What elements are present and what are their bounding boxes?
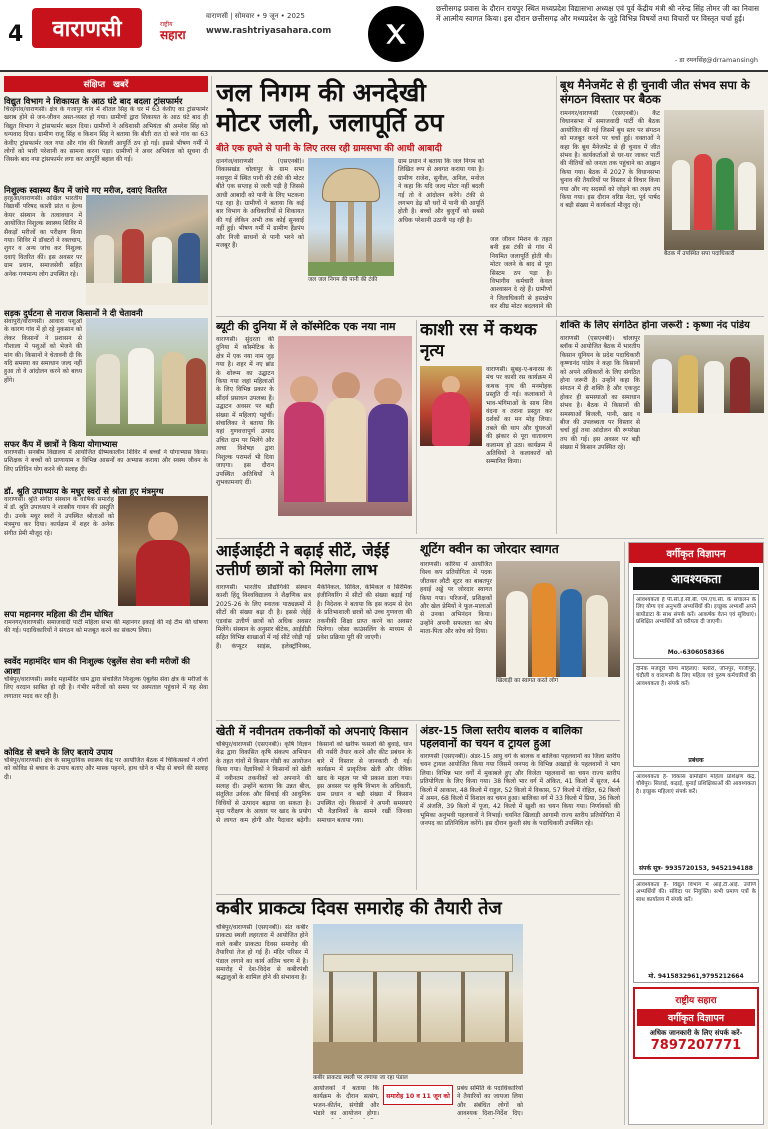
kabir-body-3: प्रबंध समिति के पदाधिकारियों ने तैयारियों का जायजा लिया और संबंधित लोगों को आवश्यक दिशा-निर्देश दिए। <box>457 1085 523 1118</box>
brief-item <box>4 656 208 744</box>
wrestling-headline: अंडर-15 जिला स्तरीय बालक व बालिका पहलवानों का चयन व ट्रायल हुआ <box>420 724 583 750</box>
shakti-photo <box>644 335 764 413</box>
classified-ad-text: दैनिक मजदूरी योग्य महिलाएं: फ्लोरा, जौनपुर, गाजीपुर, चंदौली व वाराणसी के लिए महिला एवं पुरुष कर्मचारियों की आवश्यकता है। संपर्क करें। <box>636 666 756 687</box>
shakti-headline: शक्ति के लिए संगठित होना जरूरी : कृष्णा नंद पांडेय <box>560 320 750 331</box>
brief-body: वाराणसी। सनबीम विद्यालय में आयोजित ग्रीष्मकालीन शिविर में बच्चों ने योगाभ्यास किया। प्रशिक्षक ने बच्चों को प्राणायाम व विभिन्न आसनों का अभ्यास कराया और स्वस्थ जीवन के लिए प्रतिदिन योग करने की सलाह दी। <box>4 449 208 473</box>
classified-ad <box>633 771 759 875</box>
brief-body: रामनगर/वाराणसी। समाजवादी पार्टी महिला सभा की महानगर इकाई की नई टीम की घोषणा की गई। पदाधिकारियों ने संगठन को मजबूत करने का संकल्प लिया। <box>4 619 208 635</box>
beauty-headline: ब्यूटी की दुनिया में ले कॉस्मेटिक एक नया नाम <box>216 320 396 333</box>
masthead <box>0 0 768 72</box>
singer-photo <box>118 496 208 606</box>
farm-headline: खेती में नवीनतम तकनीकों को अपनाएं किसान <box>216 724 408 738</box>
shooting-body: वाराणसी। कोरिया में आयोजित विश्व कप प्रतियोगिता में पदक जीतकर लौटी शूटर का बाबतपुर हवाई अड्डे पर जोरदार स्वागत किया गया। परिजनों, प्रशिक्षकों और खेल प्रेमियों ने फूल-मालाओं से उनका अभिनंदन किया। उन्होंने अपनी सफलता का श्रेय माता-पिता और कोच को दिया। <box>420 561 492 636</box>
promo-brand: राष्ट्रीय सहारा <box>675 996 717 1006</box>
brief-body: चौबेपुर/वाराणसी। क्षेत्र के सामुदायिक स्वास्थ्य केंद्र पर आयोजित बैठक में चिकित्सकों ने लोगों को कोविड से बचाव के उपाय बताए और मास्क पहनने, हाथ धोने व भीड़ से बचने की सलाह दी। <box>4 757 208 781</box>
farmers-photo <box>86 318 208 436</box>
lead-body-3: जल जीवन मिशन के तहत बनी इस टंकी से गांव में नियमित जलापूर्ति होती थी। मोटर जलने के बाद से पूरा सिस्टम ठप पड़ा है। विभागीय कर्मचारी केवल आश्वासन दे रहे हैं। ग्रामीणों ने जिलाधिकारी से हस्तक्षेप कर शीघ्र मोटर बदलवाने की <box>490 236 552 310</box>
brief-item <box>4 308 208 436</box>
brief-title: सपा महानगर महिला की टीम घोषित <box>4 609 113 619</box>
x-logo-icon <box>368 6 424 62</box>
iit-body: वाराणसी। भारतीय प्रौद्योगिकी संस्थान काशी हिंदू विश्वविद्यालय ने शैक्षणिक सत्र 2025-26 के लिए स्नातक पाठ्यक्रमों में सीटों की संख्या बढ़ा दी है। इससे जेईई एडवांस उत्तीर्ण छात्रों को अधिक अवसर मिलेंगे। संस्थान के अनुसार बीटेक, आईडीडी सहित विभिन्न शाखाओं में नई सीटें जोड़ी गई हैं। कंप्यूटर साइंस, इलेक्ट्रॉनिक्स, मैकेनिकल, सिविल, केमिकल व सिरेमिक इंजीनियरिंग में सीटों की संख्या बढ़ाई गई है। निदेशक ने बताया कि इस कदम से देश के प्रतिभाशाली छात्रों को उच्च गुणवत्ता की तकनीकी शिक्षा प्राप्त करने का अवसर मिलेगा। जोसा काउंसलिंग के माध्यम से प्रवेश प्रक्रिया पूरी की जाएगी। <box>216 584 412 650</box>
lead-subhead: बीते एक हफ्ते से पानी के लिए तरस रही ग्रामसभा की आधी आबादी <box>216 143 442 154</box>
health-camp-photo <box>86 195 208 305</box>
page-number: 4 <box>8 22 24 47</box>
promo-title: वर्गीकृत विज्ञापन <box>637 1009 755 1026</box>
sp-story <box>560 78 764 312</box>
kathak-photo <box>420 366 482 446</box>
kathak-body-a: वाराणसी। सुबह-ए-बनारस के मंच पर काशी रस कार्यक्रम में कथक नृत्य की मनमोहक प्रस्तुति दी गई। कलाकारों ने भाव-भंगिमाओं के साथ शिव वंदना व तराना प्रस्तुत कर दर्शकों का मन मोह लिया। तबले की थाप और घुंघरुओं की झंकार से पूरा वातावरण कलामय हो उठा। कार्यक्रम में अतिथियों ने कलाकारों को सम्मानित किया। <box>486 366 552 466</box>
sp-meeting-photo <box>664 110 764 250</box>
brief-item <box>4 747 208 817</box>
lead-photo-caption: जल जल निगम की पानी की टंकी <box>308 277 378 283</box>
sp-body: रामनगर/वाराणसी (एसएनबी)। कैंट विधानसभा में समाजवादी पार्टी की बैठक आयोजित की गई जिसमें बूथ स्तर पर संगठन को मजबूत करने पर चर्चा हुई। वक्ताओं ने कहा कि बूथ मैनेजमेंट से ही चुनाव में जीत संभव है। कार्यकर्ताओं से घर-घर जाकर पार्टी की नीतियों को जनता तक पहुंचाने का आह्वान किया गया। बैठक में 2027 के विधानसभा चुनाव की तैयारियों पर विस्तार से विचार किया गया और नए सदस्यों को जोड़ने का लक्ष्य तय किया गया। इस दौरान वरिष्ठ नेता, पूर्व पार्षद व बड़ी संख्या में कार्यकर्ता मौजूद रहे। <box>560 110 660 210</box>
shooting-story <box>420 542 620 716</box>
brief-title: सफर कैंप में छात्रों ने किया योगाभ्यास <box>4 439 118 449</box>
shooting-photo <box>496 561 620 677</box>
brief-item <box>4 96 208 182</box>
website: www.rashtriyasahara.com <box>206 26 332 36</box>
classified-ad-contact: प्रबंधक <box>688 757 704 764</box>
city-badge <box>32 8 142 48</box>
promo-phone: 7897207771 <box>650 1038 742 1053</box>
kabir-body-1b <box>528 924 620 1120</box>
brief-title: कोविड से बचने के लिए बताये उपाय <box>4 747 113 757</box>
brief-tag2: खबरें <box>113 79 129 90</box>
brief-header <box>4 76 208 92</box>
kathak-story <box>420 320 552 534</box>
classified-title <box>629 543 763 563</box>
brand-name: सहारा <box>160 28 186 42</box>
kabir-pandal-photo <box>313 924 523 1074</box>
farm-body: चौबेपुर/वाराणसी (एसएनबी)। कृषि विज्ञान केंद्र द्वारा विकसित कृषि संकल्प अभियान के तहत गांवों में किसान गोष्ठी का आयोजन किया गया। वैज्ञानिकों ने किसानों को खेती में नवीनतम तकनीकों को अपनाने की सलाह दी। उन्होंने बताया कि उन्नत बीज, संतुलित उर्वरक और सिंचाई की आधुनिक विधियों से उत्पादन बढ़ाया जा सकता है। मृदा परीक्षण के आधार पर खाद के प्रयोग से लागत कम होगी और पैदावार बढ़ेगी। किसानों को खरीफ फसलों की बुवाई, धान की नर्सरी तैयार करने और कीट प्रबंधन के बारे में विस्तार से जानकारी दी गई। कार्यक्रम में प्राकृतिक खेती और जैविक खाद के महत्व पर भी प्रकाश डाला गया। इस अवसर पर कृषि विभाग के अधिकारी, ग्राम प्रधान व बड़ी संख्या में किसान उपस्थित रहे। किसानों ने अपनी समस्याएं भी वैज्ञानिकों के सामने रखीं जिनका समाधान बताया गया। <box>216 741 412 824</box>
kabir-story <box>216 898 620 1125</box>
brief-body: सेवापुरी/वाराणसी। आवारा पशुओं के कारण गांव में हो रहे नुकसान को लेकर किसानों ने प्रशासन से गौशाला में पशुओं को भेजने की मांग की। किसानों ने चेतावनी दी कि यदि समस्या का समाधान जल्द नहीं हुआ तो वे आंदोलन करने को बाध्य होंगे। <box>4 318 82 384</box>
iit-headline-2: उत्तीर्ण छात्रों को मिलेगा लाभ <box>216 561 378 579</box>
classified-ad-contact: संपर्क सूत्र- 9935720153, 9452194188 <box>639 865 753 872</box>
classified-ad-contact: मो. 9415832961,9795212664 <box>648 973 744 980</box>
brief-item <box>4 185 208 305</box>
header-quote: छत्तीसगढ़ प्रवास के दौरान रायपुर स्थित मध्यप्रदेश विद्यासभा अध्यक्ष एवं पूर्व केंद्रीय मंत्री श्री नरेन्द्र सिंह तोमर जी का निवास में आत्मीय स्वागत किया। इस दौरान छत्तीसगढ़ और मध्यप्रदेश के जुड़े विभिन्न विषयों तथा विचारों पर विस्तृत चर्चा हुई। <box>436 4 759 23</box>
brief-title: डॉ. श्रुति उपाध्याय के मधुर स्वरों से श्रोता हुए मंत्रमुग्ध <box>4 486 164 496</box>
brief-body: वाराणसी। श्रुति संगीत संस्थान के वार्षिक समारोह में डॉ. श्रुति उपाध्याय ने शास्त्रीय गायन की प्रस्तुति दी। उनके मधुर स्वरों ने उपस्थित श्रोताओं को मंत्रमुग्ध कर दिया। कार्यक्रम में शहर के अनेक संगीत प्रेमी मौजूद रहे। <box>4 496 114 537</box>
classified-need-text: आवश्यकता <box>670 572 722 586</box>
kabir-headline: कबीर प्राकट्य दिवस समारोह की तैयारी तेज <box>216 898 502 919</box>
brief-tag: संक्षिप्त <box>83 79 106 90</box>
city-name: वाराणसी <box>52 17 122 42</box>
water-tank-photo <box>308 158 394 276</box>
brief-item <box>4 486 208 606</box>
brief-body: चौबेपुर/वाराणसी। स्वर्वेद महामंदिर धाम द्वारा संचालित निःशुल्क एंबुलेंस सेवा क्षेत्र के मरीजों के लिए वरदान साबित हो रही है। गंभीर मरीजों को समय पर अस्पताल पहुंचाने में यह सेवा लगातार मदद कर रही है। <box>4 676 208 700</box>
classified-promo-box <box>633 987 759 1059</box>
classified-ad <box>633 663 759 767</box>
brief-title: सड़क दुर्घटना से नाराज किसानों ने दी चेतावनी <box>4 308 143 318</box>
kabir-body-2: आयोजकों ने बताया कि कार्यक्रम के दौरान सत्संग, भजन-कीर्तन, संगोष्ठी और भंडारे का आयोजन होगा। <box>313 1085 379 1118</box>
brief-item <box>4 609 208 653</box>
kabir-banner-text: समारोह 10 व 11 जून को <box>386 1092 450 1100</box>
classified-need <box>633 567 759 590</box>
classified-title-text: वर्गीकृत विज्ञापन <box>666 549 726 560</box>
brief-item <box>4 439 208 483</box>
classified-ad <box>633 594 759 659</box>
classified-column <box>628 542 764 1125</box>
brand-logo <box>160 20 186 40</box>
brief-title: स्वर्वेद महामंदिर धाम की निःशुल्क एंबुलेंस सेवा बनी मरीजों की आशा <box>4 656 190 676</box>
brief-column <box>4 76 208 1125</box>
wrestling-story <box>420 724 620 890</box>
lead-headline-1: जल निगम की अनदेखी <box>216 78 426 107</box>
wrestling-body: वाराणसी (एसएनबी)। अंडर-15 आयु वर्ग के बालक व बालिका पहलवानों का जिला स्तरीय चयन ट्रायल आयोजित किया गया जिसमें जनपद के विभिन्न अखाड़ों के पहलवानों ने भाग लिया। विभिन्न भार वर्गों में मुकाबले हुए और विजेता पहलवानों का चयन राज्य स्तरीय प्रतियोगिता के लिए किया गया। 38 किलो भार वर्ग में अंकित, 41 किलो में सूरज, 44 किलो में आकाश, 48 किलो में राहुल, 52 किलो में विकास, 57 किलो में रोहित, 62 किलो में अमन, 68 किलो में विशाल का चयन हुआ। बालिका वर्ग में 33 किलो में प्रिया, 36 किलो में अंजलि, 39 किलो में पूजा, 42 किलो में खुशी का चयन किया गया। निर्णायकों की भूमिका अनुभवी पहलवानों ने निभाई। चयनित खिलाड़ी आगामी राज्य स्तरीय प्रतियोगिता में जनपद का प्रतिनिधित्व करेंगे। इस दौरान कुश्ती संघ के पदाधिकारी उपस्थित रहे। <box>420 753 620 828</box>
kabir-banner <box>383 1085 453 1105</box>
shakti-body: वाराणसी (एसएनबी)। चोलापुर ब्लॉक में आयोजित बैठक में भारतीय किसान यूनियन के प्रदेश पदाधिकारी कृष्णानंद पांडेय ने कहा कि किसानों को अपने अधिकारों के लिए संगठित होना जरूरी है। उन्होंने कहा कि संगठन में ही शक्ति है और एकजुट होकर ही समस्याओं का समाधान संभव है। बैठक में किसानों की समस्याओं बिजली, पानी, खाद व बीज की उपलब्धता पर विस्तार से चर्चा हुई तथा आंदोलन की रूपरेखा तय की गई। इस अवसर पर बड़ी संख्या में किसान उपस्थित रहे। <box>560 335 640 452</box>
shooting-caption: खिलाड़ी का स्वागत करते लोग <box>496 678 558 684</box>
classified-ad <box>633 879 759 983</box>
dateline: वाराणसी | सोमवार • 9 जून • 2025 <box>206 12 305 20</box>
brief-title: विद्युत विभाग ने शिकायत के आठ घंटे बाद बदला ट्रांसफार्मर <box>4 96 183 106</box>
lead-story <box>216 78 486 310</box>
lead-body-2: ग्राम प्रधान ने बताया कि जल निगम को लिखित रूप से अवगत कराया गया है। ग्रामीण राजेश, सुनील, अनिल, मनोज ने कहा कि यदि जल्द मोटर नहीं बदली गई तो वे आंदोलन करेंगे। टंकी से लगभग डेढ़ सौ घरों में पानी की आपूर्ति होती है। बच्चों और बुजुर्गों को सबसे अधिक परेशानी उठानी पड़ रही है। <box>398 158 484 224</box>
brand-small: राष्ट्रीय <box>160 21 173 28</box>
classified-ad-text: आवश्यकता है- विकास ग्रामोद्योग महिला प्रशिक्षण केंद्र, चौबेपुर। सिलाई, कढ़ाई, बुनाई प्रशिक्षिकाओं की आवश्यकता है। इच्छुक महिलाएं संपर्क करें। <box>636 774 756 795</box>
classified-ad-text: आवश्यकता है पी.सी.ई.सी.बी. एम.एच.सी. के संचालन के लिए योग्य एवं अनुभवी अभ्यर्थियों की। इच्छुक अभ्यर्थी अपने बायोडाटा के साथ संपर्क करें। आकर्षक वेतन एवं सुविधाएं। प्रशिक्षित अभ्यर्थियों को वरीयता दी जाएगी। <box>636 597 756 626</box>
classified-ad-contact: Mo.-6306058366 <box>667 649 725 656</box>
lead-headline-2: मोटर जली, जलापूर्ति ठप <box>216 108 444 137</box>
beauty-story <box>216 320 412 534</box>
kabir-caption: कबीर प्राकट्य स्थली पर लगाया जा रहा पंडाल <box>313 1075 408 1081</box>
sp-headline: बूथ मैनेजमेंट से ही चुनावी जीत संभव सपा के संगठन विस्तार पर बैठक <box>560 78 750 106</box>
brief-title: निशुल्क स्वास्थ्य कैंप में जांचे गए मरीज, दवाएं वितरित <box>4 185 167 195</box>
iit-headline-1: आईआईटी ने बढ़ाई सीटें, जेईई <box>216 542 390 560</box>
beauty-body: वाराणसी। सुंदरता की दुनिया में कॉस्मेटिक के क्षेत्र में एक नया नाम जुड़ गया है। शहर में नए ब्रांड के शोरूम का उद्घाटन किया गया जहां महिलाओं के लिए विभिन्न प्रकार के सौंदर्य प्रसाधन उपलब्ध हैं। उद्घाटन अवसर पर बड़ी संख्या में महिलाएं पहुंचीं। संचालिका ने बताया कि यहां गुणवत्तापूर्ण उत्पाद उचित दाम पर मिलेंगे और त्वचा विशेषज्ञ द्वारा निशुल्क परामर्श भी दिया जाएगा। इस दौरान उपस्थित अतिथियों ने शुभकामनाएं दीं। <box>216 336 274 486</box>
farm-story <box>216 724 412 890</box>
quote-author: - डा रमनसिंह@drramansingh <box>674 56 758 64</box>
lead-body-1: दानगंज/वाराणसी (एसएनबी)। विकासखंड चोलापुर के ग्राम सभा नवापुरा में स्थित पानी की टंकी की मोटर बीते एक सप्ताह से जली पड़ी है जिससे आधी आबादी को पानी के लिए भटकना पड़ रहा है। ग्रामीणों ने बताया कि कई बार विभाग के अधिकारियों से शिकायत की गई लेकिन अभी तक कोई सुनवाई नहीं हुई। भीषण गर्मी में ग्रामीण हैंडपंप और निजी साधनों से पानी भरने को मजबूर हैं। <box>216 158 304 250</box>
sp-caption: बैठक में उपस्थित सपा पदाधिकारी <box>664 251 735 257</box>
shakti-story <box>560 320 764 534</box>
classified-ad-text: आवश्यकता है- विद्युत विभाग में आई.टी.आई. उत्तीर्ण अभ्यर्थियों की। संविदा पर नियुक्ति। सभी प्रमाण पत्रों के साथ कार्यालय में संपर्क करें। <box>636 882 756 903</box>
promo-cta: अधिक जानकारी के लिए संपर्क करें- <box>649 1029 743 1037</box>
brief-body: हरहुआ/वाराणसी। अखिल भारतीय विद्यार्थी परिषद काशी प्रांत व हेल्थ केयर संस्थान के तत्वावधान में आयोजित निशुल्क स्वास्थ्य शिविर में सैकड़ों मरीजों का परीक्षण किया गया। शिविर में डॉक्टरों ने रक्तचाप, शुगर व अन्य जांच कर निशुल्क दवाएं वितरित कीं। इस अवसर पर ग्राम प्रधान, समाजसेवी सहित अनेक गणमान्य लोग उपस्थित रहे। <box>4 195 82 278</box>
kabir-body-1: चौबेपुर/वाराणसी (एसएनबी)। संत कबीर प्राकट्य स्थली लहरतारा में आयोजित होने वाले कबीर प्राकट्य दिवस समारोह की तैयारियां तेज हो गई हैं। मंदिर परिसर में पंडाल लगाने का कार्य अंतिम चरण में है। समारोह में देश-विदेश से कबीरपंथी श्रद्धालुओं के शामिल होने की संभावना है। <box>216 924 308 982</box>
brief-body: चिरईगांव/वाराणसी। क्षेत्र के गजापुर गांव में शीतल सिंह के घर में 63 केवीए का ट्रांसफार्मर खराब होने से जन-जीवन अस्त-व्यस्त हो गया। ग्रामीणों द्वारा शिकायत के आठ घंटे बाद ही विद्युत विभाग ने ट्रांसफार्मर बदल दिया। ग्रामीणों ने अधिशासी अभियंता श्री अमरेश सिंह को धन्यवाद दिया। ग्रामीण राजू सिंह व किशन सिंह ने बताया कि बीती रात दो बजे गांव का 63 केवीए ट्रांसफार्मर जल गया और गांव की बिजली आपूर्ति ठप हो गई। इससे भीषण गर्मी में लोगों को भारी परेशानी का सामना करना पड़ा। ग्रामीणों ने अवर अभियंता को सूचना दी जिसके बाद नया ट्रांसफार्मर लगा कर आपूर्ति बहाल की गई। <box>4 106 208 164</box>
shooting-headline: शूटिंग क्वीन का जोरदार स्वागत <box>420 542 559 556</box>
kathak-headline: काशी रस में कथक नृत्य <box>420 320 537 361</box>
beauty-photo <box>278 336 412 516</box>
